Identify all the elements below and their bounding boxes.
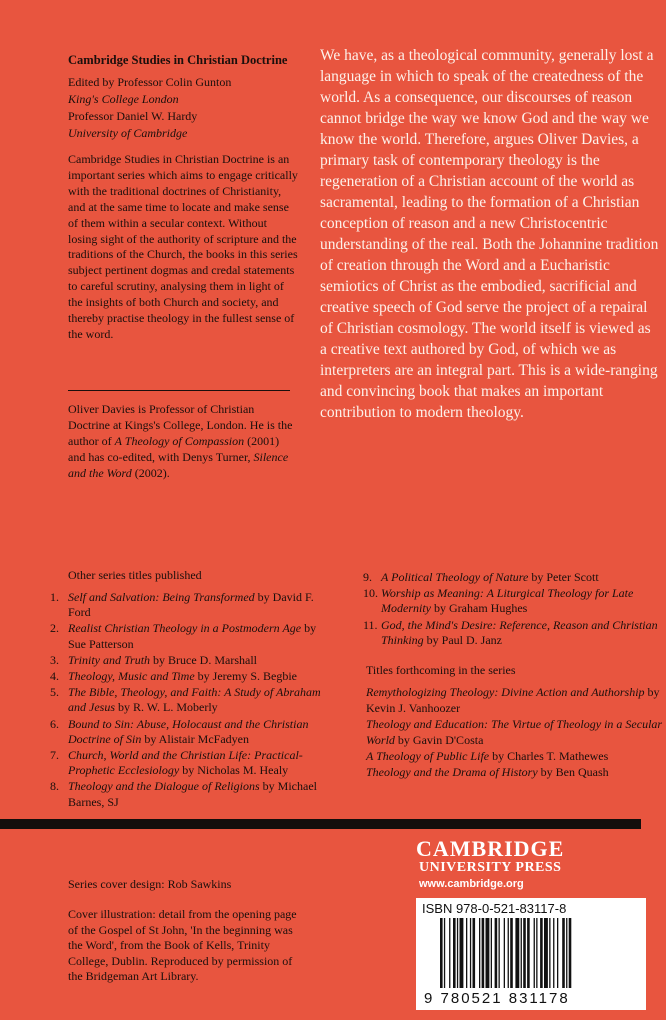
editor-2-affiliation: University of Cambridge — [68, 126, 188, 140]
list-item: 7. Church, World and the Christian Life: Practical-Prophetic Ecclesiology by Nicholas M. Healy — [50, 748, 303, 778]
list-item: Theology and the Drama of History by Ben Quash — [366, 765, 609, 779]
book-blurb: We have, as a theological community, generally lost a language in which to speak of the createdness of the world. As a consequence, our discourses of reason cannot bridge the way we know God and the way we know the world. Therefore, argues Oliver Davies, a primary task of contemporary theology is the regeneration of a Christian account of the world as sacramental, leading to the formation of a Christian conception of reason and a new Christocentric understanding of the real. Both the Johannine tradition of creation through the Word and a Eucharistic semiotics of Christ as the embodied, sacrificial and creative speech of God serve the project of a repairal of Christian cosmology. The world itself is viewed as a creative text authored by God, of which we as interpreters are an integral part. This is a wide-ranging and convincing book that makes an important contribution to modern theology. — [320, 47, 659, 421]
list-item: 11. God, the Mind's Desire: Reference, Reason and Christian Thinking by Paul D. Janz — [363, 617, 658, 647]
list-item: 10. Worship as Meaning: A Liturgical Theology for Late Modernity by Graham Hughes — [363, 586, 634, 616]
editor-1-affiliation: King's College London — [68, 92, 179, 106]
series-list-left — [50, 590, 330, 811]
cover-design-credit: Series cover design: Rob Sawkins — [68, 877, 232, 891]
list-item: A Theology of Public Life by Charles T. Mathewes — [366, 749, 609, 763]
list-item: Theology and Education: The Virtue of Theology in a Secular World by Gavin D'Costa — [366, 717, 663, 747]
barcode-icon — [440, 918, 636, 990]
other-titles-heading: Other series titles published — [68, 568, 202, 582]
forthcoming-list — [366, 684, 666, 780]
series-title: Cambridge Studies in Christian Doctrine — [68, 53, 288, 67]
publisher-logo: CAMBRIDGE — [416, 836, 565, 861]
edited-by: Edited by Professor Colin Gunton — [68, 75, 232, 89]
publisher-url: www.cambridge.org — [419, 878, 524, 890]
series-list-right — [363, 570, 663, 649]
list-item: 3. Trinity and Truth by Bruce D. Marshall — [50, 652, 258, 667]
list-item: 1. Self and Salvation: Being Transformed by David F. Ford — [50, 590, 314, 620]
list-item: Remythologizing Theology: Divine Action and Authorship by Kevin J. Vanhoozer — [366, 685, 660, 715]
barcode-digits: 9 780521 831178 — [424, 990, 570, 1007]
list-item: 8. Theology and the Dialogue of Religions by Michael Barnes, SJ — [50, 779, 317, 809]
series-editors — [68, 74, 298, 142]
author-bio: Oliver Davies is Professor of Christian Doctrine at Kings's College, London. He is the author of A Theology of Compassion (2001) and has co-edited, with Denys Turner, Silence and the Word (2002). — [68, 402, 293, 480]
publisher-subtitle: UNIVERSITY PRESS — [419, 860, 562, 875]
divider — [68, 390, 290, 391]
list-item: 9. A Political Theology of Nature by Peter Scott — [363, 570, 599, 584]
list-item: 5. The Bible, Theology, and Faith: A Study of Abraham and Jesus by R. W. L. Moberly — [50, 685, 321, 715]
list-item: 6. Bound to Sin: Abuse, Holocaust and the Christian Doctrine of Sin by Alistair McFadyen — [50, 716, 309, 746]
list-item: 2. Realist Christian Theology in a Postmodern Age by Sue Patterson — [50, 621, 317, 651]
list-item: 4. Theology, Music and Time by Jeremy S. Begbie — [50, 669, 297, 684]
forthcoming-heading: Titles forthcoming in the series — [366, 663, 516, 677]
cover-illustration-credit: Cover illustration: detail from the opening page of the Gospel of St John, 'In the beginning was the Word', from the Book of Kells, Trinity College, Dublin. Reproduced by permission of the Bridgeman Art Library. — [68, 907, 297, 984]
isbn-label: ISBN 978-0-521-83117-8 — [422, 901, 567, 916]
editor-2: Professor Daniel W. Hardy — [68, 109, 198, 123]
black-band — [0, 819, 641, 829]
series-description: Cambridge Studies in Christian Doctrine is an important series which aims to engage critically with the traditional doctrines of Christianity, and at the same time to locate and make sense of them within a secular context. Without losing sight of the authority of scripture and the traditions of the Church, the books in this series subject pertinent dogmas and credal statements to careful scrutiny, analysing them in light of the insights of both Church and society, and thereby practise theology in the fullest sense of the word. — [68, 152, 298, 341]
